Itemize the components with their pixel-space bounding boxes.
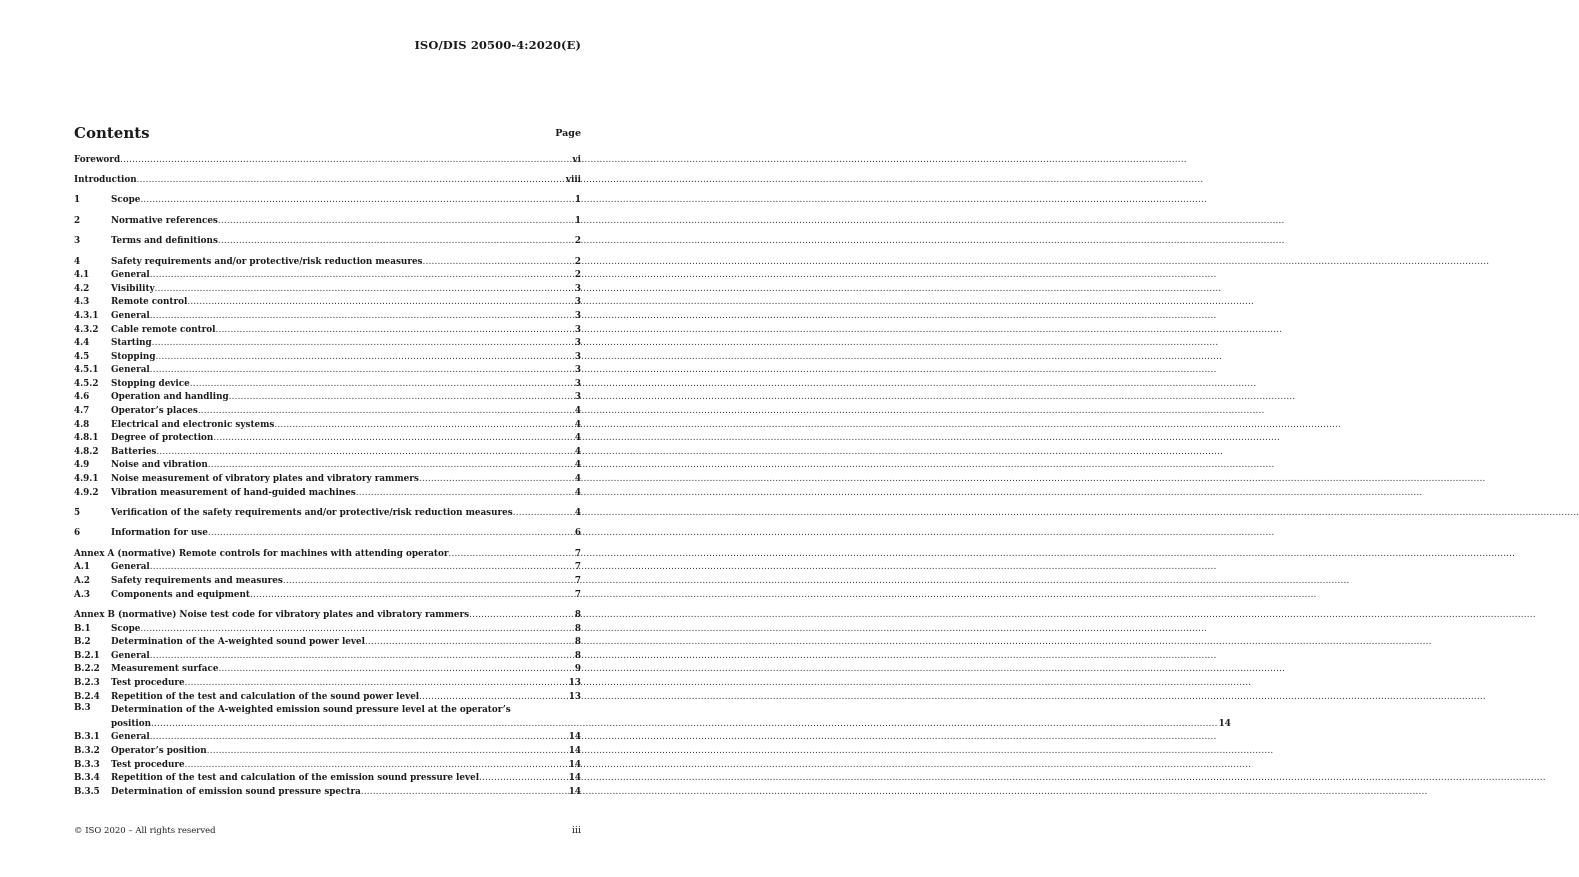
toc-entry-title: Foreword: [74, 154, 121, 165]
toc-entry[interactable]: [74, 254, 581, 268]
toc-entry-title: Safety requirements and measures: [111, 576, 283, 586]
toc-leader-dots: [479, 773, 568, 784]
toc-leader-dots: [218, 664, 573, 675]
toc-entry-title: Stopping device: [111, 378, 190, 389]
toc-entry-page: 2: [574, 236, 581, 247]
toc-leader-dots: [216, 325, 574, 336]
toc-entry[interactable]: [74, 295, 581, 309]
toc-entry-title: Determination of emission sound pressure spectra: [111, 786, 361, 797]
toc-entry-page: 4: [574, 419, 581, 430]
toc-leader-dots: [513, 508, 574, 519]
toc-entry-title: Operator’s places: [111, 406, 198, 417]
toc-entry-number: 4.8: [74, 419, 90, 430]
toc-entry-number: B.3.1: [74, 732, 100, 743]
toc-entry-number: 4.7: [74, 406, 90, 417]
toc-entry-number: 4.9.1: [74, 474, 99, 485]
toc-leader-dots: [198, 406, 574, 417]
toc-entry-title: Visibility: [111, 283, 155, 294]
toc-entry-title: Degree of protection: [111, 433, 214, 444]
toc-entry-number: B.3.5: [74, 786, 100, 797]
toc-entry-page: 7: [574, 589, 581, 600]
toc-entry[interactable]: [74, 349, 581, 363]
document-id: ISO/DIS 20500-4:2020(E): [414, 38, 581, 52]
toc-entry-page: 3: [574, 324, 581, 335]
toc-entry-number: B.2.2: [74, 664, 100, 675]
toc-entry-page: 3: [574, 351, 581, 362]
toc-leader-dots: [365, 637, 574, 648]
toc-entry[interactable]: [74, 213, 581, 227]
footer-copyright: © ISO 2020 – All rights reserved: [74, 826, 216, 836]
toc-entry[interactable]: [74, 635, 581, 649]
toc-entry-number: B.3.2: [74, 745, 100, 756]
toc-leader-dots: [150, 311, 574, 322]
toc-leader-dots: [218, 236, 574, 247]
toc-leader-dots: [419, 474, 574, 485]
toc-leader-dots: [151, 719, 1218, 730]
toc-entry[interactable]: [74, 417, 581, 431]
toc-leader-dots: [469, 610, 574, 621]
toc-entry-title: General: [111, 562, 150, 573]
toc-entry-page: 7: [574, 562, 581, 573]
toc-entry-page: 3: [574, 378, 581, 389]
toc-entry-number: 4.8.2: [74, 446, 99, 457]
toc-leader-dots: [361, 787, 568, 798]
toc-leader-dots: [185, 760, 568, 771]
toc-entry-title: Information for use: [111, 528, 208, 539]
toc-entry[interactable]: [74, 152, 581, 166]
toc-leader-dots: [419, 692, 568, 703]
toc-entry-page: 4: [574, 487, 581, 498]
toc-leader-dots: [150, 365, 574, 376]
toc-entry-page: 2: [574, 270, 581, 281]
toc-entry-page: 13: [568, 691, 581, 702]
toc-entry[interactable]: [74, 743, 581, 757]
toc-leader-dots: [274, 420, 574, 431]
toc-entry-page: 8: [574, 637, 581, 648]
toc-entry-number: 4.3.1: [74, 310, 99, 321]
toc-entry-page: 9: [574, 664, 581, 675]
toc-entry-title: Vibration measurement of hand-guided machines: [111, 487, 356, 498]
toc-entry-title: Annex A (normative) Remote controls for machines with attending operator: [74, 548, 449, 559]
toc-entry[interactable]: [74, 546, 581, 560]
toc-entry-number: 4.4: [74, 338, 90, 349]
toc-entry-number: 6: [74, 528, 81, 539]
toc-entry-title: Remote control: [111, 297, 188, 308]
toc-entry-title: Annex B (normative) Noise test code for vibratory plates and vibratory rammers: [74, 609, 470, 620]
toc-leader-dots: [150, 732, 568, 743]
toc-entry-page: 4: [574, 474, 581, 485]
toc-entry-number: B.2.1: [74, 650, 100, 661]
toc-entry-number: B.2.4: [74, 691, 100, 702]
toc-leader-dots: [150, 270, 574, 281]
toc-entry-number: B.2: [74, 637, 91, 648]
toc-entry[interactable]: [74, 730, 581, 744]
toc-leader-dots: [190, 379, 574, 390]
toc-leader-dots: [423, 257, 574, 268]
toc-leader-dots: [150, 651, 574, 662]
toc-entry-page: 2: [574, 256, 581, 267]
toc-entry-page: 1: [574, 215, 581, 226]
toc-entry-page: 4: [574, 433, 581, 444]
toc-entry-title: Operation and handling: [111, 392, 229, 403]
toc-entry-title: Introduction: [74, 174, 137, 185]
toc-entry-title: Noise and vibration: [111, 460, 208, 471]
toc-entry-title: Test procedure: [111, 677, 185, 688]
table-of-contents: [74, 152, 1231, 798]
contents-heading: Contents: [74, 124, 150, 142]
toc-entry[interactable]: [74, 390, 581, 404]
toc-entry-number: 1: [74, 195, 81, 206]
toc-entry[interactable]: [74, 322, 581, 336]
toc-entry-number: 4: [74, 256, 81, 267]
toc-entry-title: Safety requirements and/or protective/risk reduction measures: [111, 256, 423, 267]
toc-entry-title: Starting: [111, 338, 152, 349]
toc-entry[interactable]: [74, 485, 581, 499]
toc-entry-page: 8: [574, 650, 581, 661]
toc-entry-number: A.3: [74, 589, 91, 600]
toc-entry-page: 14: [568, 732, 581, 743]
toc-entry-page: 4: [574, 446, 581, 457]
footer-page-number: iii: [571, 825, 581, 836]
toc-entry[interactable]: [74, 403, 581, 417]
toc-entry-title: Determination of the A-weighted emission sound pressure level at the operator’s: [111, 705, 511, 716]
toc-entry-number: 3: [74, 236, 81, 247]
toc-entry-page: 3: [574, 283, 581, 294]
toc-leader-dots: [156, 447, 573, 458]
toc-entry-number: B.3.4: [74, 773, 100, 784]
toc-entry-title: General: [111, 310, 150, 321]
toc-entry[interactable]: [74, 587, 581, 601]
toc-entry-number: B.3: [74, 702, 91, 713]
toc-entry-title: General: [111, 365, 150, 376]
toc-leader-dots: [155, 284, 574, 295]
toc-leader-dots: [137, 175, 565, 186]
toc-entry-page: 13: [568, 677, 581, 688]
toc-entry-number: 4.2: [74, 283, 90, 294]
toc-entry[interactable]: [74, 573, 581, 587]
toc-entry-number: 4.9.2: [74, 487, 99, 498]
toc-entry-page: 14: [568, 759, 581, 770]
toc-leader-dots: [229, 392, 574, 403]
toc-entry-number: 2: [74, 215, 81, 226]
toc-entry-title: Repetition of the test and calculation of the emission sound pressure level: [111, 773, 480, 784]
toc-entry[interactable]: [74, 784, 581, 798]
toc-entry-number: 4.3: [74, 297, 90, 308]
toc-leader-dots: [140, 624, 574, 635]
toc-entry[interactable]: [74, 431, 581, 445]
toc-entry-page: 8: [574, 623, 581, 634]
toc-entry-page: 14: [568, 745, 581, 756]
toc-entry-page: 14: [568, 786, 581, 797]
toc-entry[interactable]: [74, 505, 581, 519]
toc-entry-page: vi: [572, 154, 581, 165]
toc-entry-page: 1: [574, 195, 581, 206]
toc-entry[interactable]: [74, 771, 581, 785]
toc-leader-dots: [207, 746, 568, 757]
toc-leader-dots: [449, 549, 574, 560]
toc-entry-title: Noise measurement of vibratory plates and vibratory rammers: [111, 474, 419, 485]
toc-entry-number: B.1: [74, 623, 91, 634]
toc-entry[interactable]: [74, 234, 581, 248]
toc-leader-dots: [218, 216, 574, 227]
toc-leader-dots: [187, 297, 574, 308]
toc-entry-page: 8: [574, 609, 581, 620]
toc-leader-dots: [185, 678, 568, 689]
toc-entry[interactable]: [74, 376, 581, 390]
toc-entry-title: General: [111, 270, 150, 281]
toc-entry-page: 6: [574, 528, 581, 539]
toc-entry[interactable]: [74, 281, 581, 295]
toc-leader-dots: [208, 460, 574, 471]
toc-entry[interactable]: [74, 757, 581, 771]
toc-leader-dots: [213, 433, 574, 444]
toc-entry-title: Scope: [111, 623, 141, 634]
toc-entry[interactable]: [74, 648, 581, 662]
toc-entry[interactable]: [74, 607, 581, 621]
toc-entry[interactable]: [74, 308, 581, 322]
toc-entry-title: General: [111, 650, 150, 661]
toc-entry-title: Cable remote control: [111, 324, 216, 335]
toc-entry-page: 14: [568, 773, 581, 784]
toc-entry-title: Terms and definitions: [111, 236, 218, 247]
toc-entry-number: 5: [74, 508, 81, 519]
toc-entry-page: 3: [574, 365, 581, 376]
toc-leader-dots: [150, 562, 574, 573]
toc-entry-number: 4.5: [74, 351, 90, 362]
page-column-label: Page: [555, 128, 581, 139]
toc-entry-page: 7: [574, 576, 581, 586]
toc-entry[interactable]: [74, 526, 581, 540]
toc-entry-title: Scope: [111, 195, 141, 206]
toc-entry-title: Measurement surface: [111, 664, 219, 675]
toc-leader-dots: [140, 195, 574, 206]
toc-entry-page: 3: [574, 338, 581, 349]
toc-entry[interactable]: [74, 268, 581, 282]
toc-leader-dots: [356, 488, 574, 499]
toc-entry-page: 3: [574, 310, 581, 321]
toc-leader-dots: [120, 155, 571, 166]
toc-entry-number: 4.6: [74, 392, 90, 403]
toc-entry-number: 4.3.2: [74, 324, 99, 335]
toc-entry-number: 4.1: [74, 270, 90, 281]
toc-entry-title: Normative references: [111, 215, 218, 226]
toc-entry-title: Test procedure: [111, 759, 185, 770]
toc-entry[interactable]: [74, 702, 1231, 730]
toc-entry-number: B.2.3: [74, 677, 100, 688]
toc-leader-dots: [152, 338, 574, 349]
toc-leader-dots: [250, 590, 574, 601]
toc-entry-title-continued: position: [111, 718, 151, 729]
toc-entry-number: 4.8.1: [74, 433, 99, 444]
toc-entry-page: viii: [565, 174, 581, 185]
toc-entry[interactable]: [74, 172, 581, 186]
toc-entry[interactable]: [74, 363, 581, 377]
toc-entry-number: 4.5.1: [74, 365, 99, 376]
toc-entry[interactable]: [74, 458, 581, 472]
toc-entry-page: 4: [574, 460, 581, 471]
toc-entry-page: 4: [574, 406, 581, 417]
toc-entry-title: Electrical and electronic systems: [111, 419, 275, 430]
toc-entry-title: Verification of the safety requirements and/or protective/risk reduction measures: [111, 508, 513, 519]
toc-entry-page: 4: [574, 508, 581, 519]
toc-leader-dots: [283, 576, 574, 587]
toc-entry[interactable]: [74, 675, 581, 689]
toc-entry[interactable]: [74, 444, 581, 458]
toc-entry[interactable]: [74, 689, 581, 703]
toc-entry-title: General: [111, 732, 150, 743]
toc-entry[interactable]: [74, 621, 581, 635]
toc-entry-page: 14: [1218, 718, 1231, 729]
toc-entry-title: Batteries: [111, 446, 157, 457]
toc-entry-title: Operator’s position: [111, 745, 207, 756]
toc-entry-title: Components and equipment: [111, 589, 250, 600]
toc-entry[interactable]: [74, 560, 581, 574]
toc-entry-page: 7: [574, 548, 581, 559]
toc-entry-number: 4.9: [74, 460, 90, 471]
toc-entry-number: B.3.3: [74, 759, 100, 770]
toc-entry-number: 4.5.2: [74, 378, 99, 389]
toc-entry[interactable]: [74, 336, 581, 350]
toc-entry-title: Repetition of the test and calculation of the sound power level: [111, 691, 420, 702]
toc-entry[interactable]: [74, 662, 581, 676]
toc-entry[interactable]: [74, 193, 581, 207]
toc-entry-number: A.1: [74, 562, 91, 573]
toc-entry[interactable]: [74, 471, 581, 485]
toc-entry-page: 3: [574, 297, 581, 308]
toc-entry-title: Determination of the A-weighted sound power level: [111, 637, 365, 648]
toc-entry-title: Stopping: [111, 351, 156, 362]
toc-leader-dots: [155, 352, 573, 363]
toc-entry-page: 3: [574, 392, 581, 403]
toc-entry-number: A.2: [74, 576, 91, 586]
toc-leader-dots: [208, 528, 574, 539]
